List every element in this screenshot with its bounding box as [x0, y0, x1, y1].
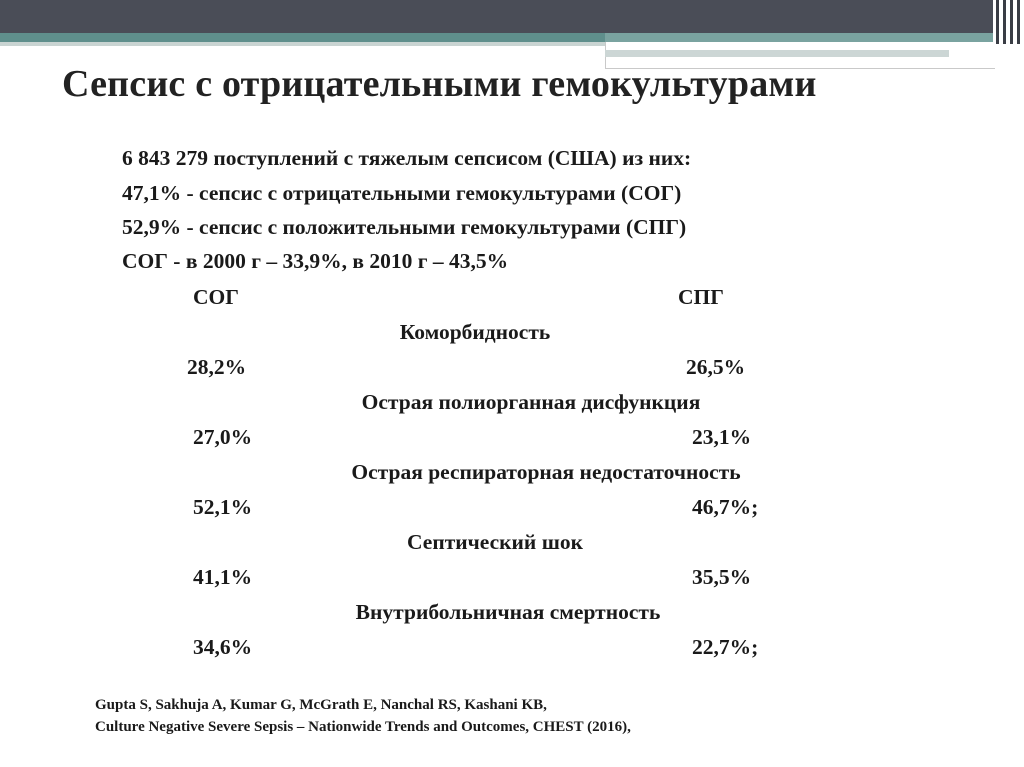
- metric-label-comorbidity: Коморбидность: [399, 320, 551, 344]
- metric-value-sog: 27,0%: [193, 425, 253, 449]
- header-bar: [1003, 0, 1006, 44]
- metric-value-spg: 46,7%;: [692, 495, 759, 519]
- header-bars: [993, 0, 1024, 68]
- header-bar: [1010, 0, 1013, 44]
- metric-label-septic-shock: Септический шок: [407, 530, 583, 554]
- header-corner-stripe-light: [605, 50, 949, 57]
- metric-label-respiratory-failure: Острая респираторная недостаточность: [351, 460, 741, 484]
- metric-value-spg: 22,7%;: [692, 635, 759, 659]
- header-corner-stripe: [605, 33, 994, 42]
- metric-value-spg: 35,5%: [692, 565, 752, 589]
- metric-label-organ-dysfunction: Острая полиорганная дисфункция: [361, 390, 701, 414]
- metric-value-spg: 26,5%: [686, 355, 746, 379]
- column-header-sog: СОГ: [193, 285, 239, 309]
- metric-value-sog: 52,1%: [193, 495, 253, 519]
- column-header-spg: СПГ: [678, 285, 724, 309]
- metric-value-spg: 23,1%: [692, 425, 752, 449]
- header-bar: [996, 0, 999, 44]
- intro-line-sog: 47,1% - сепсис с отрицательными гемокультурами (СОГ): [122, 181, 682, 205]
- metric-value-sog: 41,1%: [193, 565, 253, 589]
- metric-value-sog: 28,2%: [187, 355, 247, 379]
- intro-line-spg: 52,9% - сепсис с положительными гемокультурами (СПГ): [122, 215, 687, 239]
- intro-line-trend: СОГ - в 2000 г – 33,9%, в 2010 г – 43,5%: [122, 249, 509, 273]
- header-bar: [1017, 0, 1020, 44]
- reference-citation: Culture Negative Severe Sepsis – Nationwide Trends and Outcomes, CHEST (2016),: [95, 719, 631, 735]
- metric-value-sog: 34,6%: [193, 635, 253, 659]
- slide-title: Сепсис с отрицательными гемокультурами: [62, 63, 817, 105]
- metric-label-hospital-mortality: Внутрибольничная смертность: [355, 600, 661, 624]
- intro-line-total: 6 843 279 поступлений с тяжелым сепсисом (США) из них:: [122, 146, 692, 170]
- reference-authors: Gupta S, Sakhuja A, Kumar G, McGrath E, Nanchal RS, Kashani KB,: [95, 697, 547, 713]
- header-corner-dark: [605, 0, 994, 33]
